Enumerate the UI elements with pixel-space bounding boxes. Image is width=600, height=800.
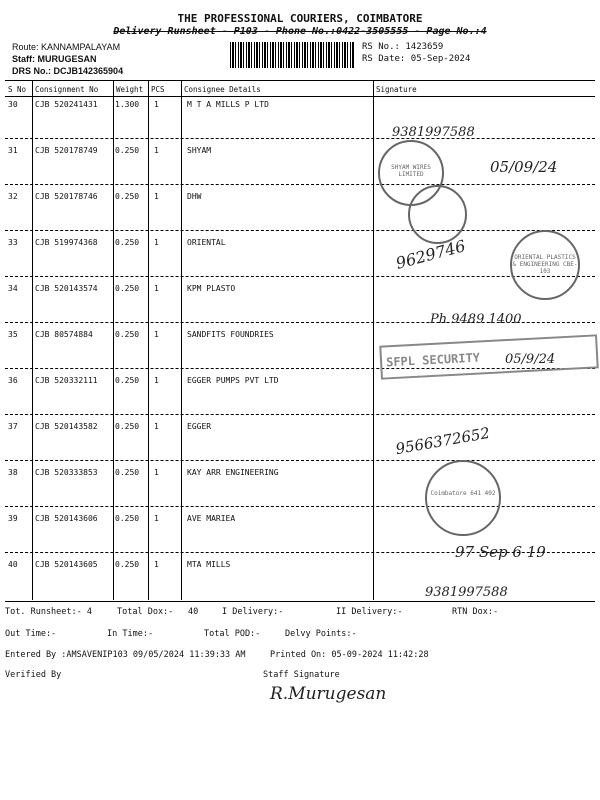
row-consignment-no: CJB 520178749 (35, 146, 98, 155)
row-pcs: 1 (154, 100, 159, 109)
row-pcs: 1 (154, 468, 159, 477)
row-pcs: 1 (154, 560, 159, 569)
total-dox-value: 40 (188, 607, 199, 617)
rs-date-value: 05-Sep-2024 (410, 54, 471, 64)
rs-no-label: RS No.: (362, 42, 400, 52)
route-value: KANNAMPALAYAM (41, 42, 121, 52)
row-sno: 33 (8, 238, 18, 247)
handwritten-signature: 97 Sep 6 19 (455, 543, 546, 561)
footer-rule (5, 601, 595, 602)
row-sno: 38 (8, 468, 18, 477)
total-pod: Total POD:- (204, 629, 261, 639)
drs-value: DCJB142365904 (53, 66, 124, 76)
route-label: Route: (12, 42, 39, 52)
route-line (12, 42, 120, 52)
row-pcs: 1 (154, 514, 159, 523)
row-separator (5, 138, 595, 139)
table-row (5, 192, 595, 238)
stamp-text: Coimbatore 641 402 (430, 490, 496, 497)
header-top-rule (5, 80, 595, 81)
row-weight: 0.250 (115, 422, 140, 431)
company-stamp (510, 230, 580, 300)
col-signature: Signature (376, 85, 417, 94)
rs-date-label: RS Date: (362, 54, 406, 64)
row-separator (5, 276, 595, 277)
row-consignment-no: CJB 520143605 (35, 560, 98, 569)
row-consignee: M T A MILLS P LTD (187, 100, 269, 109)
in-time: In Time:- (107, 629, 154, 639)
company-stamp (408, 185, 467, 244)
handwritten-signature: 9381997588 (425, 585, 508, 600)
ii-delivery: II Delivery:- (336, 607, 403, 617)
row-consignment-no: CJB 520143582 (35, 422, 98, 431)
row-pcs: 1 (154, 192, 159, 201)
row-consignment-no: CJB 520178746 (35, 192, 98, 201)
runsheet-subtitle: Delivery Runsheet - P103 - Phone No.:0422-3505555 - Page No.:4 (113, 26, 487, 37)
rtn-dox: RTN Dox:- (452, 607, 499, 617)
rs-no-value: 1423659 (405, 42, 444, 52)
row-weight: 0.250 (115, 146, 140, 155)
table-row (5, 376, 595, 422)
row-separator (5, 506, 595, 507)
row-sno: 35 (8, 330, 18, 339)
out-time: Out Time:- (5, 629, 57, 639)
row-pcs: 1 (154, 376, 159, 385)
delvy-points: Delvy Points:- (285, 629, 357, 639)
row-sno: 30 (8, 100, 18, 109)
row-weight: 1.300 (115, 100, 140, 109)
row-consignment-no: CJB 520333853 (35, 468, 98, 477)
row-weight: 0.250 (115, 468, 140, 477)
staff-value: MURUGESAN (37, 54, 97, 64)
row-sno: 40 (8, 560, 18, 569)
handwritten-signature: 9381997588 (392, 125, 475, 140)
row-consignee: EGGER PUMPS PVT LTD (187, 376, 279, 385)
table-row (5, 468, 595, 514)
handwritten-signature: 9629746 (393, 236, 468, 273)
row-consignment-no: CJB 520143574 (35, 284, 98, 293)
row-consignee: SHYAM (187, 146, 212, 155)
row-consignment-no: CJB 80574884 (35, 330, 93, 339)
table-row (5, 100, 595, 146)
row-consignee: AVE MARIEA (187, 514, 236, 523)
handwritten-signature: Ph 9489 1400 (430, 312, 522, 327)
row-consignment-no: CJB 520143606 (35, 514, 98, 523)
row-pcs: 1 (154, 330, 159, 339)
row-consignment-no: CJB 520332111 (35, 376, 98, 385)
col-sno: S No (8, 85, 27, 94)
row-pcs: 1 (154, 238, 159, 247)
row-weight: 0.250 (115, 284, 140, 293)
row-separator (5, 414, 595, 415)
row-consignee: KPM PLASTO (187, 284, 236, 293)
staff-signature-label: Staff Signature (263, 670, 340, 680)
row-weight: 0.250 (115, 514, 140, 523)
row-weight: 0.250 (115, 376, 140, 385)
document-title: THE PROFESSIONAL COURIERS, COIMBATORE (177, 12, 423, 25)
rs-no-line (362, 42, 443, 52)
rectangular-stamp: SFPL SECURITY (379, 334, 598, 379)
entered-by: Entered By :AMSAVENIP103 09/05/2024 11:39:33 AM (5, 650, 246, 660)
staff-line (12, 54, 97, 64)
row-separator (5, 184, 595, 185)
handwritten-signature: 05/9/24 (505, 352, 556, 367)
row-separator (5, 230, 595, 231)
row-separator (5, 460, 595, 461)
row-consignee: SANDFITS FOUNDRIES (187, 330, 274, 339)
col-consignment: Consignment No (35, 85, 99, 94)
tot-runsheet: Tot. Runsheet:- 4 (5, 607, 92, 617)
row-consignee: ORIENTAL (187, 238, 226, 247)
verified-by: Verified By (5, 670, 62, 680)
row-consignment-no: CJB 520241431 (35, 100, 98, 109)
handwritten-signature: 05/09/24 (490, 158, 558, 176)
company-stamp (425, 460, 501, 536)
row-weight: 0.250 (115, 192, 140, 201)
row-consignee: EGGER (187, 422, 212, 431)
staff-label: Staff: (12, 54, 35, 64)
row-weight: 0.250 (115, 238, 140, 247)
row-consignee: MTA MILLS (187, 560, 231, 569)
rs-date-line (362, 54, 470, 64)
row-sno: 37 (8, 422, 18, 431)
row-weight: 0.250 (115, 560, 140, 569)
row-sno: 32 (8, 192, 18, 201)
row-sno: 31 (8, 146, 18, 155)
row-pcs: 1 (154, 146, 159, 155)
stamp-text: SHYAM WIRES LIMITED (391, 164, 431, 178)
row-sno: 36 (8, 376, 18, 385)
staff-signature: R.Murugesan (270, 684, 387, 704)
barcode (230, 42, 355, 68)
i-delivery: I Delivery:- (222, 607, 284, 617)
drs-line (12, 66, 123, 76)
stamp-text: ORIENTAL PLASTICS & ENGINEERING CBE-103 (512, 254, 578, 275)
total-dox-label: Total Dox:- (117, 607, 174, 617)
handwritten-signature: 9566372652 (394, 423, 492, 459)
printed-on: Printed On: 05-09-2024 11:42:28 (270, 650, 429, 660)
row-consignee: DHW (187, 192, 202, 201)
col-pcs: PCS (151, 85, 165, 94)
drs-label: DRS No.: (12, 66, 51, 76)
table-row (5, 422, 595, 468)
row-consignment-no: CJB 519974368 (35, 238, 98, 247)
row-consignee: KAY ARR ENGINEERING (187, 468, 279, 477)
col-consignee: Consignee Details (184, 85, 261, 94)
row-pcs: 1 (154, 284, 159, 293)
table-row (5, 238, 595, 284)
row-weight: 0.250 (115, 330, 140, 339)
row-pcs: 1 (154, 422, 159, 431)
row-sno: 34 (8, 284, 18, 293)
row-sno: 39 (8, 514, 18, 523)
header-bottom-rule (5, 96, 595, 97)
col-weight: Weight (116, 85, 144, 94)
